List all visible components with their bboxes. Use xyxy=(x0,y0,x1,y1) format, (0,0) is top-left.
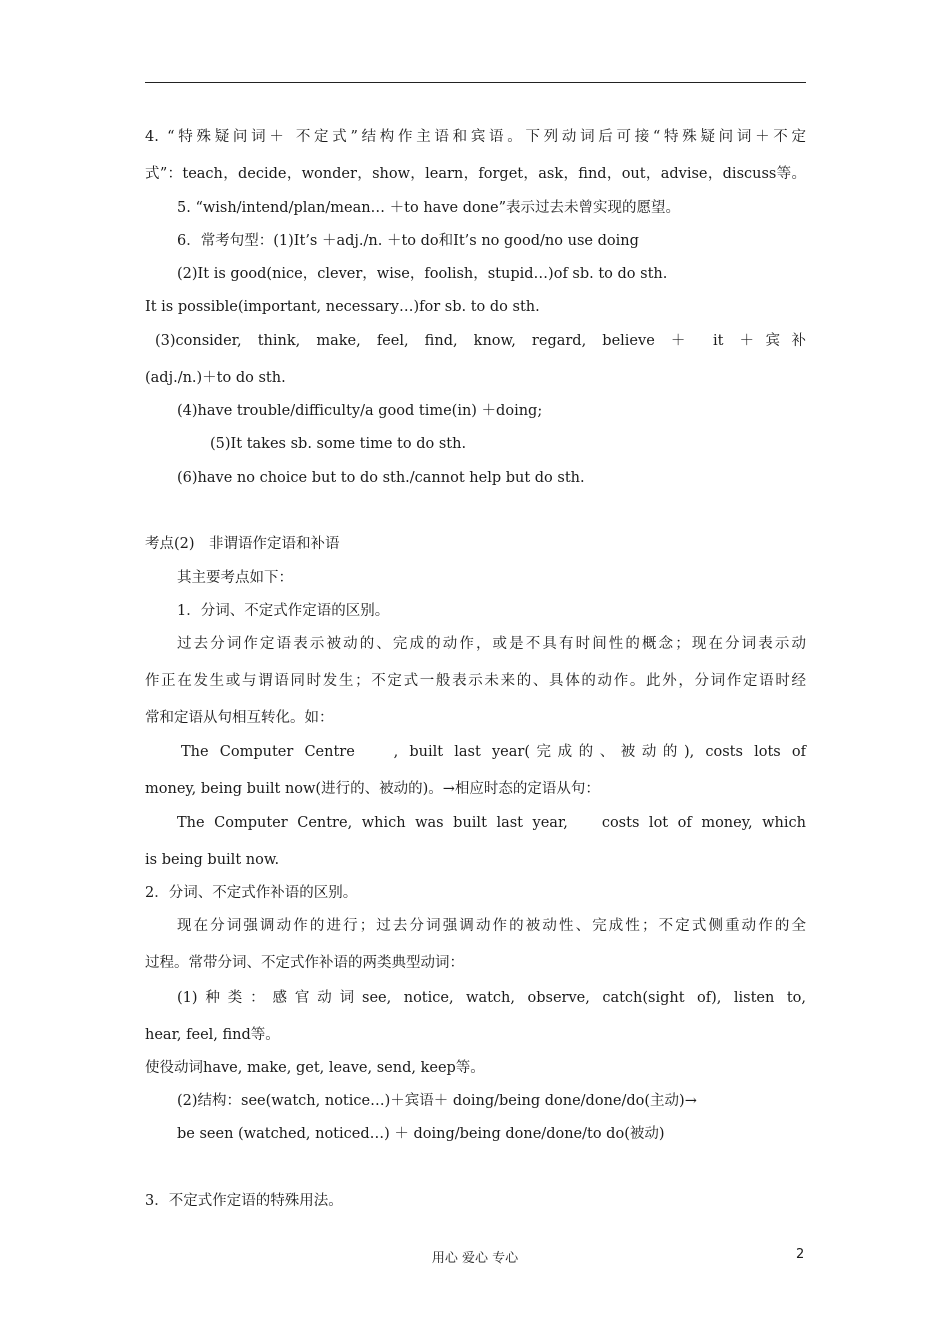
section-heading: 考点(2) 非谓语作定语和补语 xyxy=(145,536,340,552)
text-line-1: 4. “特殊疑问词＋ 不定式”结构作主语和宾语。下列动词后可接“特殊疑问词＋不定 xyxy=(145,129,806,145)
text-line-22: 2．分词、不定式作补语的区别。 xyxy=(145,885,358,901)
text-line-16: 作正在发生或与谓语同时发生；不定式一般表示未来的、具体的动作。此外，分词作定语时经 xyxy=(145,673,806,689)
text-line-3: 5. “wish/intend/plan/mean… ＋to have done”表示过去未曾实现的愿望。 xyxy=(177,200,681,216)
text-line-7: (3)consider, think, make, feel, find, know, regard, believe ＋ it ＋宾补 xyxy=(155,333,806,349)
text-line-9: (4)have trouble/difficulty/a good time(in) ＋doing; xyxy=(177,403,543,419)
footer-text: 用心 爱心 专心 xyxy=(431,1251,519,1266)
text-line-21: is being built now. xyxy=(145,852,280,868)
text-line-30: 3．不定式作定语的特殊用法。 xyxy=(145,1193,343,1209)
text-line-29: be seen (watched, noticed…) ＋ doing/being done/done/to do(被动) xyxy=(177,1126,665,1142)
page-number: 2 xyxy=(796,1247,805,1262)
header-rule xyxy=(145,82,806,83)
text-line-25: (1)种类：感官动词see, notice, watch, observe, catch(sight of), listen to, xyxy=(177,990,806,1006)
text-line-14: 1．分词、不定式作定语的区别。 xyxy=(177,603,390,619)
text-line-13: 其主要考点如下： xyxy=(177,570,293,586)
text-line-4: 6．常考句型：(1)It’s ＋adj./n. ＋to do和It’s no good/no use doing xyxy=(177,233,639,249)
text-line-6: It is possible(important, necessary…)for sb. to do sth. xyxy=(145,299,540,315)
text-line-5: (2)It is good(nice，clever，wise，foolish，stupid…)of sb. to do sth. xyxy=(177,266,668,282)
text-line-17: 常和定语从句相互转化。如： xyxy=(145,710,334,726)
text-line-23: 现在分词强调动作的进行；过去分词强调动作的被动性、完成性；不定式侧重动作的全 xyxy=(177,918,806,934)
text-line-20: The Computer Centre, which was built last year, costs lot of money, which xyxy=(177,815,806,831)
text-line-19: money, being built now(进行的、被动的)。→相应时态的定语从句： xyxy=(145,781,600,797)
text-line-27: 使役动词have, make, get, leave, send, keep等。 xyxy=(145,1060,485,1076)
text-line-11: (6)have no choice but to do sth./cannot help but do sth. xyxy=(177,470,585,486)
text-line-26: hear, feel, find等。 xyxy=(145,1027,280,1043)
text-line-18: The Computer Centre , built last year(完成的、被动的), costs lots of xyxy=(181,744,806,760)
text-line-15: 过去分词作定语表示被动的、完成的动作，或是不具有时间性的概念；现在分词表示动 xyxy=(177,636,806,652)
text-line-2: 式”：teach，decide，wonder，show，learn，forget，ask，find，out，advise，discuss等。 xyxy=(145,166,806,182)
text-line-24: 过程。常带分词、不定式作补语的两类典型动词： xyxy=(145,955,464,971)
text-line-10: (5)It takes sb. some time to do sth. xyxy=(210,436,467,452)
text-line-8: (adj./n.)＋to do sth. xyxy=(145,370,286,386)
text-line-28: (2)结构：see(watch, notice…)＋宾语＋ doing/being done/done/do(主动)→ xyxy=(177,1093,697,1109)
